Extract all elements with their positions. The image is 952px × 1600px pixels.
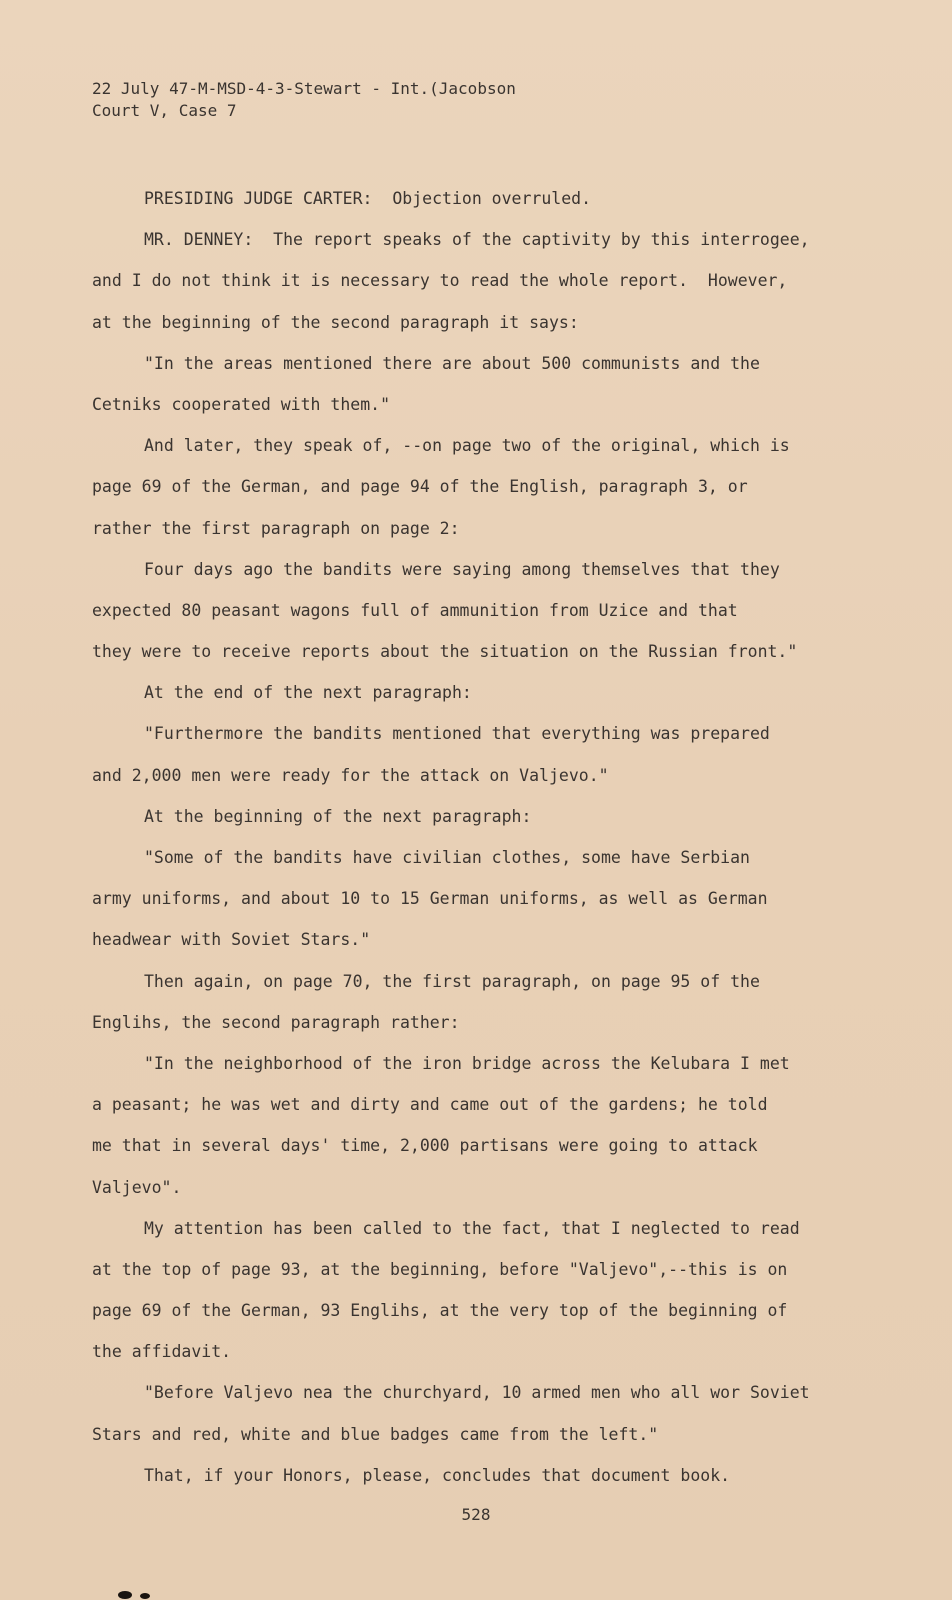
transcript-line: at the top of page 93, at the beginning, before "Valjevo",--this is on (92, 1259, 788, 1279)
transcript-line: Cetniks cooperated with them." (92, 394, 391, 414)
transcript-line: Then again, on page 70, the first paragraph, on page 95 of the (144, 971, 760, 991)
transcript-body (92, 178, 832, 1496)
transcript-line: army uniforms, and about 10 to 15 German uniforms, as well as German (92, 889, 768, 909)
transcript-line: "Before Valjevo nea the churchyard, 10 armed men who all wor Soviet (144, 1383, 810, 1403)
transcript-line: and 2,000 men were ready for the attack on Valjevo." (92, 765, 609, 785)
transcript-line: expected 80 peasant wagons full of ammunition from Uzice and that (92, 600, 738, 620)
transcript-line: Four days ago the bandits were saying among themselves that they (144, 559, 780, 579)
transcript-line: At the end of the next paragraph: (144, 683, 472, 703)
ink-speck (140, 1593, 150, 1599)
transcript-line: Valjevo". (92, 1177, 182, 1197)
document-header (92, 78, 516, 122)
transcript-line: Englihs, the second paragraph rather: (92, 1012, 460, 1032)
header-line-2: Court V, Case 7 (92, 101, 237, 120)
transcript-line: "Furthermore the bandits mentioned that everything was prepared (144, 724, 770, 744)
transcript-line: page 69 of the German, 93 Englihs, at the very top of the beginning of (92, 1301, 788, 1321)
transcript-line: PRESIDING JUDGE CARTER: Objection overruled. (144, 189, 592, 208)
transcript-line: Stars and red, white and blue badges came from the left." (92, 1424, 659, 1444)
transcript-line: MR. DENNEY: The report speaks of the captivity by this interrogee, (144, 230, 810, 250)
transcript-line: "Some of the bandits have civilian clothes, some have Serbian (144, 848, 750, 867)
transcript-line: they were to receive reports about the situation on the Russian front." (92, 642, 798, 662)
page-number: 528 (461, 1505, 491, 1524)
transcript-line: and I do not think it is necessary to read the whole report. However, (92, 271, 788, 291)
transcript-line: a peasant; he was wet and dirty and came out of the gardens; he told (92, 1095, 768, 1115)
transcript-line: the affidavit. (92, 1342, 232, 1362)
transcript-line: That, if your Honors, please, concludes that document book. (144, 1465, 731, 1485)
transcript-line: me that in several days' time, 2,000 partisans were going to attack (92, 1136, 758, 1156)
transcript-line: page 69 of the German, and page 94 of the English, paragraph 3, or (92, 477, 748, 497)
transcript-line: My attention has been called to the fact, that I neglected to read (144, 1218, 800, 1238)
transcript-line: headwear with Soviet Stars." (92, 930, 371, 950)
ink-speck (118, 1591, 132, 1599)
transcript-line: "In the neighborhood of the iron bridge across the Kelubara I met (144, 1053, 790, 1073)
transcript-line: At the beginning of the next paragraph: (144, 806, 532, 826)
transcript-line: at the beginning of the second paragraph it says: (92, 312, 579, 332)
header-line-1: 22 July 47-M-MSD-4-3-Stewart - Int.(Jacobson (92, 79, 516, 98)
transcript-line: And later, they speak of, --on page two of the original, which is (144, 436, 790, 456)
transcript-line: "In the areas mentioned there are about 500 communists and the (144, 353, 760, 373)
transcript-line: rather the first paragraph on page 2: (92, 518, 460, 538)
